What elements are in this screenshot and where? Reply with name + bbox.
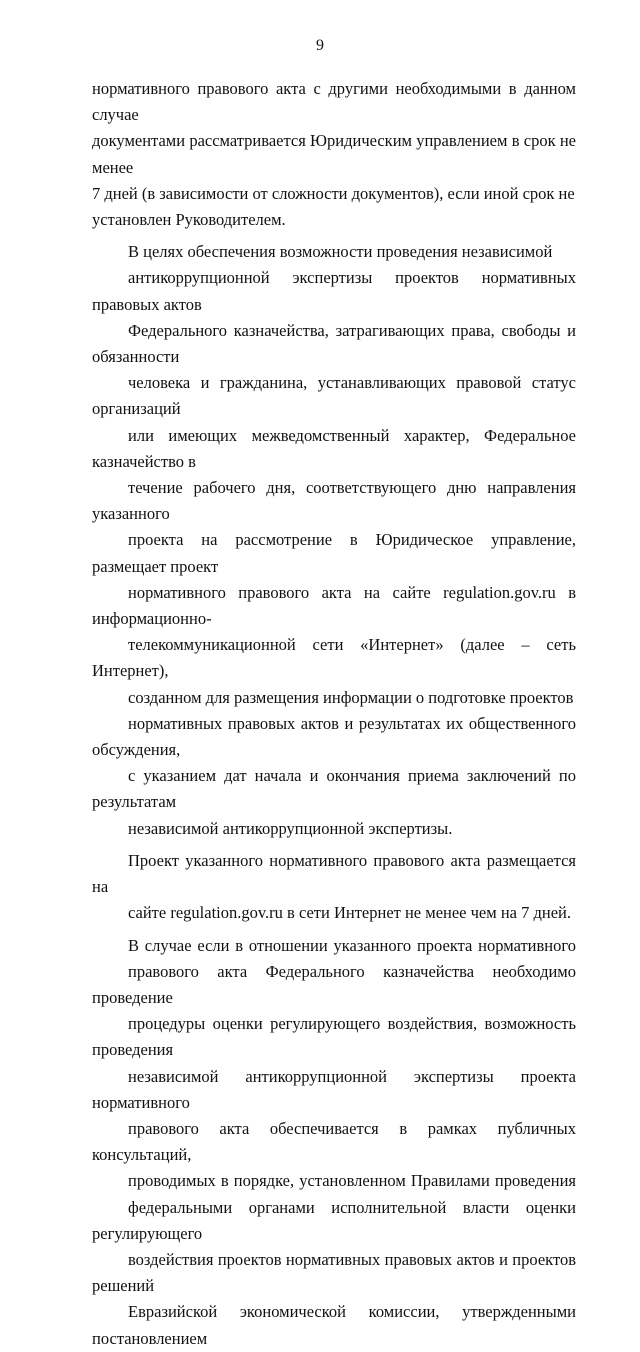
paragraph-1	[92, 76, 576, 233]
text-line: человека и гражданина, устанавливающих правовой статус организаций	[92, 373, 576, 419]
text-line: с указанием дат начала и окончания приема заключений по результатам	[92, 766, 576, 812]
text-line: 7 дней (в зависимости от сложности документов), если иной срок не	[92, 183, 575, 203]
text-line: правового акта Федерального казначейства необходимо проведение	[92, 961, 576, 1007]
text-line: В целях обеспечения возможности проведения независимой	[128, 242, 553, 262]
text-line: Евразийской экономической комиссии, утвержденными постановлением	[92, 1302, 576, 1348]
text-line: телекоммуникационной сети «Интернет» (далее – сеть Интернет),	[92, 635, 576, 681]
text-line: нормативных правовых актов и результатах их общественного обсуждения,	[92, 713, 576, 760]
text-line: нормативного правового акта на сайте regulation.gov.ru в информационно-	[92, 582, 576, 629]
text-line: независимой антикоррупционной экспертизы.	[128, 818, 453, 838]
text-line: или имеющих межведомственный характер, Федеральное казначейство в	[92, 425, 576, 471]
text-line: проекта на рассмотрение в Юридическое управление, размещает проект	[92, 530, 576, 576]
text-line: независимой антикоррупционной экспертизы проекта нормативного	[92, 1066, 576, 1112]
text-line: антикоррупционной экспертизы проектов нормативных правовых актов	[92, 268, 576, 314]
paragraph-3	[92, 848, 576, 927]
text-line: документами рассматривается Юридическим управлением в срок не менее	[92, 131, 576, 177]
paragraph-4	[92, 933, 576, 1352]
text-line: сайте regulation.gov.ru в сети Интернет не менее чем на 7 дней.	[128, 903, 571, 923]
document-body	[92, 76, 576, 1352]
page-number: 9	[316, 37, 324, 54]
text-line: течение рабочего дня, соответствующего дню направления указанного	[92, 478, 576, 524]
text-line: проводимых в порядке, установленном Правилами проведения	[128, 1171, 576, 1191]
text-line: воздействия проектов нормативных правовых актов и проектов решений	[92, 1249, 576, 1296]
text-line: Проект указанного нормативного правового акта размещается на	[92, 850, 576, 897]
text-line: правового акта обеспечивается в рамках публичных консультаций,	[92, 1118, 576, 1165]
text-line: процедуры оценки регулирующего воздействия, возможность проведения	[92, 1014, 576, 1060]
text-line: Федерального казначейства, затрагивающих права, свободы и обязанности	[92, 320, 576, 367]
paragraph-2	[92, 239, 576, 842]
text-line: установлен Руководителем.	[92, 210, 286, 230]
text-line: федеральными органами исполнительной власти оценки регулирующего	[92, 1197, 576, 1243]
text-line: созданном для размещения информации о подготовке проектов	[128, 687, 574, 707]
text-line: В случае если в отношении указанного проекта нормативного	[128, 935, 576, 955]
text-line: нормативного правового акта с другими необходимыми в данном случае	[92, 79, 576, 125]
